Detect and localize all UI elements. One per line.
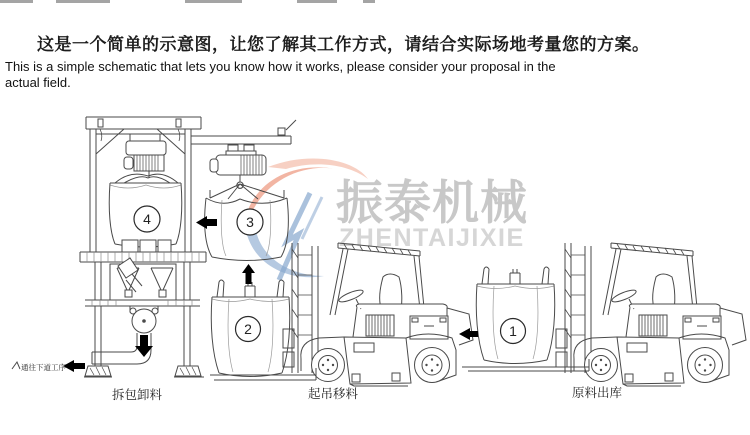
step-badge-2 [236,317,261,342]
brand-name-en: ZHENTAIJIXIE [339,224,525,252]
forklift-right-illustration [462,243,746,386]
subtitle-en-line1: This is a simple schematic that lets you know how it works, please consider your proposal in the [5,59,556,74]
brand-name-zh: 振泰机械 [336,176,528,229]
bag-1-illustration [476,267,554,364]
svg-text:1: 1 [509,323,517,339]
svg-text:2: 2 [244,321,252,337]
rail-hoist-illustration [191,120,296,188]
arrow-left-to-forklift-icon [459,328,478,340]
arrow-up-lift-icon [242,264,255,284]
top-edge-mark [185,0,242,3]
top-edge-mark [0,0,33,3]
svg-text:3: 3 [246,214,254,230]
step-label-unpacking: 拆包卸料 [111,388,163,402]
step-label-outbound: 原料出库 [571,386,623,400]
forklift-middle-illustration [210,243,473,386]
arrow-left-to-station-icon [196,216,217,229]
step-badge-4 [134,206,160,232]
svg-text:4: 4 [143,211,151,227]
pipe-note-label: 通往下道工序 [21,363,66,372]
step-label-lifting: 起吊移料 [307,387,359,401]
arrow-left-pipe-icon [63,360,85,372]
unpacking-station-illustration [12,117,206,377]
page-title: 这是一个简单的示意图，让您了解其工作方式，请结合实际场地考量您的方案。 [37,35,650,54]
step-badge-1 [501,319,526,344]
step-badge-3 [237,209,263,235]
top-edge-mark [297,0,337,3]
top-edge-mark [56,0,110,3]
subtitle-en-line2: actual field. [5,75,71,90]
top-edge-mark [363,0,375,3]
